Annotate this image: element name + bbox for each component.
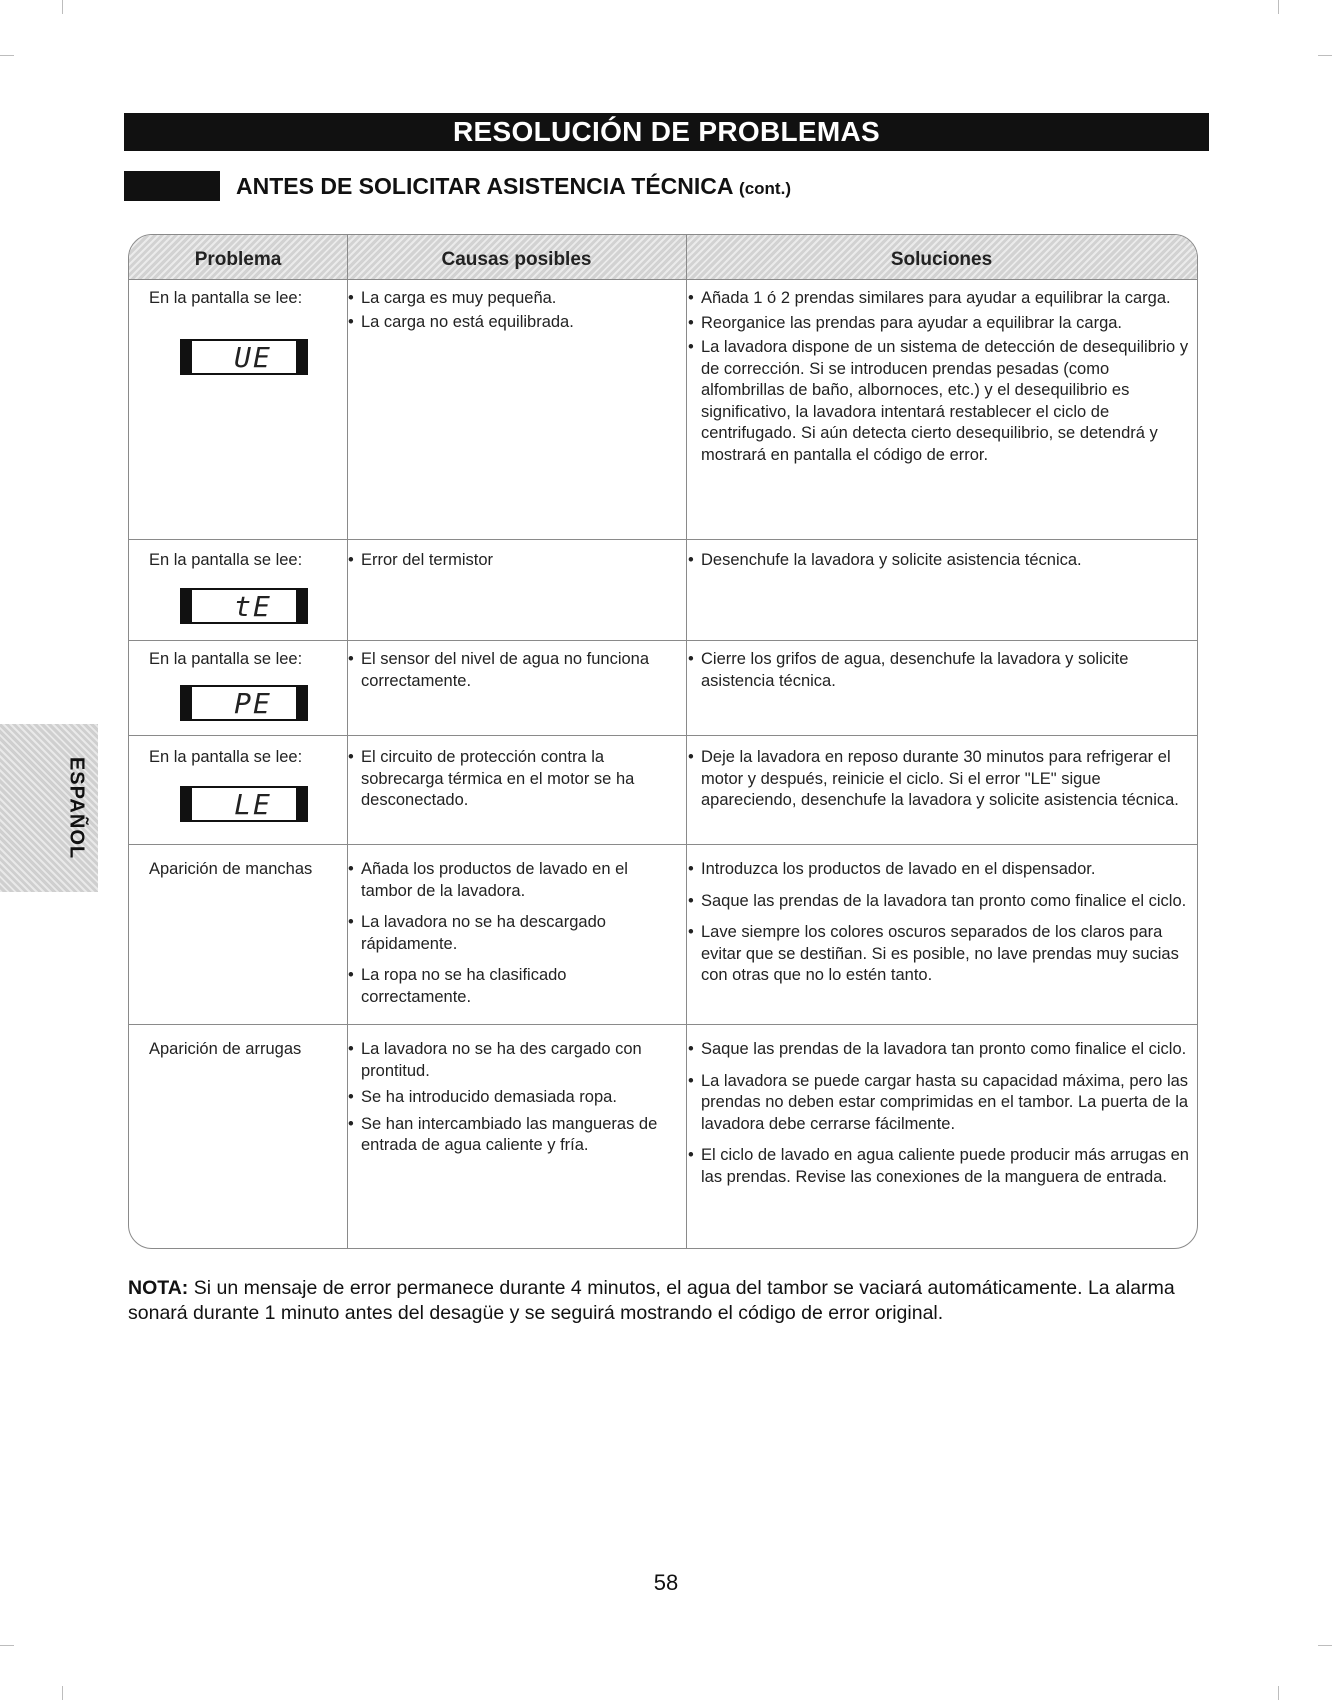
header-problem: Problema <box>194 249 282 270</box>
row-divider <box>129 735 1197 736</box>
cause-item: • La lavadora no se ha descargado rápidamente. <box>348 912 678 955</box>
cause-item: • Añada los productos de lavado en el tambor de la lavadora. <box>348 859 678 902</box>
solution-item: • Saque las prendas de la lavadora tan pronto como finalice el ciclo. <box>688 891 1193 913</box>
solution-item: • Lave siempre los colores oscuros separados de los claros para evitar que se destiñan. Si es posible, no lave prendas muy sucias con otras que no lo estén tanto. <box>688 922 1193 987</box>
lcd-display <box>180 339 308 375</box>
cause-item: • Se han intercambiado las mangueras de entrada de agua caliente y fría. <box>348 1114 678 1157</box>
error-code: UE <box>234 341 272 374</box>
solution-item: • Añada 1 ó 2 prendas similares para ayudar a equilibrar la carga. <box>688 288 1193 310</box>
crop-mark <box>1318 55 1332 56</box>
header-solutions: Soluciones <box>890 249 993 270</box>
causes-cell <box>348 747 678 822</box>
solution-item: • Introduzca los productos de lavado en el dispensador. <box>688 859 1193 881</box>
solution-item: • La lavadora dispone de un sistema de detección de desequilibrio y de corrección. Si se introducen prendas pesadas (como alfombrillas de baño, albornoces, etc.) y el desequilibrio es significativo, la lavadora intentará restablecer el ciclo de centrifugado. Si aún detecta cierto desequilibrio, se detendrá y mostrará en pantalla el código de error. <box>688 337 1193 466</box>
causes-cell <box>348 1039 678 1167</box>
cause-item: • Se ha introducido demasiada ropa. <box>348 1087 678 1109</box>
crop-mark <box>1278 0 1279 14</box>
solution-item: • Reorganice las prendas para ayudar a equilibrar la carga. <box>688 313 1193 335</box>
crop-mark <box>0 1645 14 1646</box>
causes-cell <box>348 288 678 343</box>
crop-mark <box>1318 1645 1332 1646</box>
note-label: NOTA: <box>128 1277 189 1299</box>
crop-mark <box>62 0 63 14</box>
solutions-cell <box>688 1039 1193 1198</box>
note-paragraph <box>128 1276 1198 1326</box>
crop-mark <box>62 1686 63 1700</box>
language-tab-label: ESPAÑOL <box>65 756 88 860</box>
causes-cell <box>348 649 678 702</box>
solutions-cell <box>688 550 1193 582</box>
troubleshooting-table <box>128 234 1198 1249</box>
solutions-cell <box>688 649 1193 702</box>
lcd-display <box>180 685 308 721</box>
section-marker <box>124 171 220 201</box>
solution-item: • La lavadora se puede cargar hasta su capacidad máxima, pero las prendas no deben estar comprimidas en el tambor. La puerta de la lavadora debe cerrarse fácilmente. <box>688 1071 1193 1136</box>
section-heading <box>236 172 791 203</box>
solution-item: • Desenchufe la lavadora y solicite asistencia técnica. <box>688 550 1193 572</box>
crop-mark <box>0 55 14 56</box>
note-text: Si un mensaje de error permanece durante 4 minutos, el agua del tambor se vaciará automáticamente. La alarma sonará durante 1 minuto antes del desagüe y se seguirá mostrando el código de error original. <box>128 1277 1175 1324</box>
solution-item: • Saque las prendas de la lavadora tan pronto como finalice el ciclo. <box>688 1039 1193 1061</box>
lcd-display <box>180 588 308 624</box>
solution-item: • El ciclo de lavado en agua caliente puede producir más arrugas en las prendas. Revise las conexiones de la manguera de entrada. <box>688 1145 1193 1188</box>
cause-item: • Error del termistor <box>348 550 678 572</box>
row-divider <box>129 1024 1197 1025</box>
solutions-cell <box>688 288 1193 476</box>
lcd-display <box>180 786 308 822</box>
cause-item: • La lavadora no se ha des cargado con prontitud. <box>348 1039 678 1082</box>
cause-item: • La ropa no se ha clasificado correctamente. <box>348 965 678 1008</box>
row-divider <box>129 640 1197 641</box>
solution-item: • Cierre los grifos de agua, desenchufe la lavadora y solicite asistencia técnica. <box>688 649 1193 692</box>
cause-item: • El circuito de protección contra la sobrecarga térmica en el motor se ha desconectado. <box>348 747 678 812</box>
header-causes: Causas posibles <box>441 249 592 270</box>
problem-text: Aparición de arrugas <box>149 1040 302 1058</box>
page-number: 58 <box>653 1570 679 1595</box>
error-code: tE <box>234 590 272 623</box>
table-header <box>129 235 1197 280</box>
causes-cell <box>348 550 678 582</box>
cause-item: • La carga no está equilibrada. <box>348 312 678 334</box>
section-heading-suffix: (cont.) <box>739 179 791 198</box>
problem-text: En la pantalla se lee: <box>149 551 303 569</box>
row-divider <box>129 539 1197 540</box>
row-divider <box>129 844 1197 845</box>
page-title: RESOLUCIÓN DE PROBLEMAS <box>124 113 1209 151</box>
problem-text: En la pantalla se lee: <box>149 289 303 307</box>
causes-cell <box>348 859 678 1018</box>
error-code: LE <box>234 788 272 821</box>
problem-text: En la pantalla se lee: <box>149 650 303 668</box>
crop-mark <box>1278 1686 1279 1700</box>
solutions-cell <box>688 747 1193 822</box>
problem-text: Aparición de manchas <box>149 860 313 878</box>
solutions-cell <box>688 859 1193 997</box>
column-divider <box>686 235 687 1248</box>
problem-text: En la pantalla se lee: <box>149 748 303 766</box>
error-code: PE <box>234 687 272 720</box>
cause-item: • La carga es muy pequeña. <box>348 288 678 310</box>
solution-item: • Deje la lavadora en reposo durante 30 minutos para refrigerar el motor y después, reinicie el ciclo. Si el error "LE" sigue apareciendo, desenchufe la lavadora y solicite asistencia técnica. <box>688 747 1193 812</box>
cause-item: • El sensor del nivel de agua no funciona correctamente. <box>348 649 678 692</box>
section-heading-text: ANTES DE SOLICITAR ASISTENCIA TÉCNICA <box>236 173 733 199</box>
